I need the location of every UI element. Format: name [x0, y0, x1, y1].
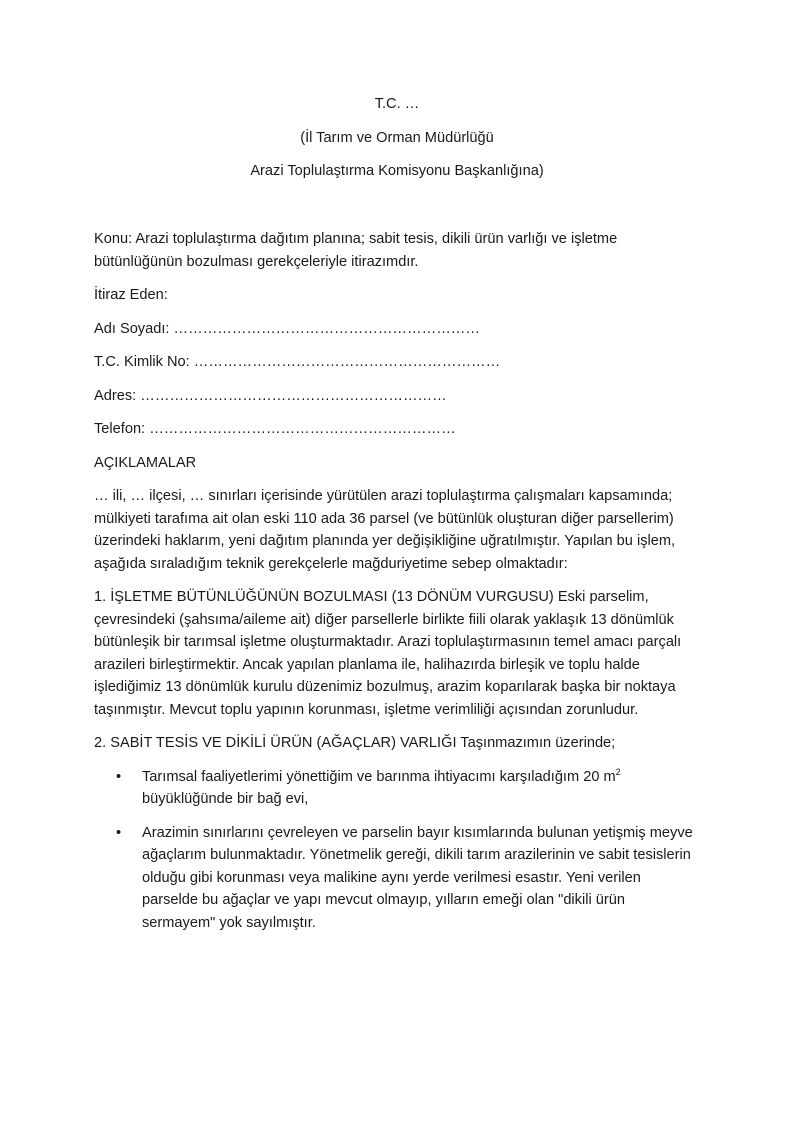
- field-id-number-dots: ………………………………………………………: [193, 354, 501, 370]
- field-name-label: Adı Soyadı:: [94, 320, 170, 337]
- field-phone-label: Telefon:: [94, 421, 146, 437]
- list-item-tail: büyüklüğünde bir bağ evi,: [142, 791, 309, 807]
- bullet-icon: •: [116, 824, 122, 841]
- assets-list: [94, 766, 698, 935]
- field-address: [94, 385, 698, 408]
- objector-label: İtiraz Eden:: [94, 287, 168, 303]
- list-item-vineyard-house: [94, 766, 698, 811]
- field-name: [94, 318, 698, 341]
- list-item-fruit-trees: [94, 822, 698, 935]
- subject-line: Konu: Arazi toplulaştırma dağıtım planına; sabit tesis, dikili ürün varlığı ve işletme bütünlüğünün bozulması gerekçeleriyle itirazımdır.: [94, 231, 618, 270]
- section-1-paragraph: 1. İŞLETME BÜTÜNLÜĞÜNÜN BOZULMASI (13 DÖNÜM VURGUSU) Eski parselim, çevresindeki (şahsıma/aileme ait) diğer parsellerle birlikte fiili olarak yaklaşık 13 dönümlük bütünleşik bir tarımsal işletme oluşturmaktadır. Arazi toplulaştırmasının temel amacı parçalı arazileri birleştirmektir. Ancak yapılan planlama ile, halihazırda birleşik ve toplu halde işlediğimiz 13 dönümlük kurulu düzenimiz bozulmuş, arazim koparılarak başka bir noktaya taşınmıştır. Mevcut toplu yapının korunması, işletme verimliliği açısından zorunludur.: [94, 589, 682, 718]
- field-id-number: [94, 351, 698, 374]
- field-phone-dots: ………………………………………………………: [149, 421, 456, 437]
- field-phone: [94, 418, 698, 441]
- superscript-two: 2: [615, 766, 621, 777]
- field-name-dots: ………………………………………………………: [173, 320, 480, 337]
- header-commission: Arazi Toplulaştırma Komisyonu Başkanlığına): [250, 163, 544, 179]
- header-republic: T.C. …: [374, 96, 420, 112]
- section-2-heading: 2. SABİT TESİS VE DİKİLİ ÜRÜN (AĞAÇLAR) VARLIĞI Taşınmazımın üzerinde;: [94, 735, 616, 751]
- bullet-icon: •: [116, 768, 122, 785]
- header-directorate: (İl Tarım ve Orman Müdürlüğü: [300, 130, 494, 146]
- explanations-heading: AÇIKLAMALAR: [94, 454, 197, 471]
- intro-paragraph: … ili, … ilçesi, … sınırları içerisinde yürütülen arazi toplulaştırma çalışmaları kapsamında; mülkiyeti tarafıma ait olan eski 110 ada 36 parsel (ve bütünlük oluşturan diğer parsellerim) üzerindeki haklarım, yeni dağıtım planında yer değişikliğine uğratılmıştır. Yapılan bu işlem, aşağıda sıraladığım teknik gerekçelerle mağduriyetime sebep olmaktadır:: [94, 488, 676, 572]
- field-address-dots: ………………………………………………………: [140, 387, 447, 404]
- field-id-number-label: T.C. Kimlik No:: [94, 354, 190, 370]
- field-address-label: Adres:: [94, 387, 137, 404]
- list-item-text: Arazimin sınırlarını çevreleyen ve parselin bayır kısımlarında bulunan yetişmiş meyve ağaçlarım bulunmaktadır. Yönetmelik gereği, dikili tarım arazilerinin ve sabit tesislerin olduğu gibi korunması veya malikine aynı yerde verilmesi esastır. Yeni verilen parselde bu ağaçlar ve yapı mevcut olmayıp, yılların emeği olan "dikili ürün sermayem" yok sayılmıştır.: [142, 824, 693, 931]
- list-item-text: Tarımsal faaliyetlerimi yönettiğim ve barınma ihtiyacımı karşıladığım 20 m: [142, 768, 616, 785]
- document-body: [94, 228, 698, 945]
